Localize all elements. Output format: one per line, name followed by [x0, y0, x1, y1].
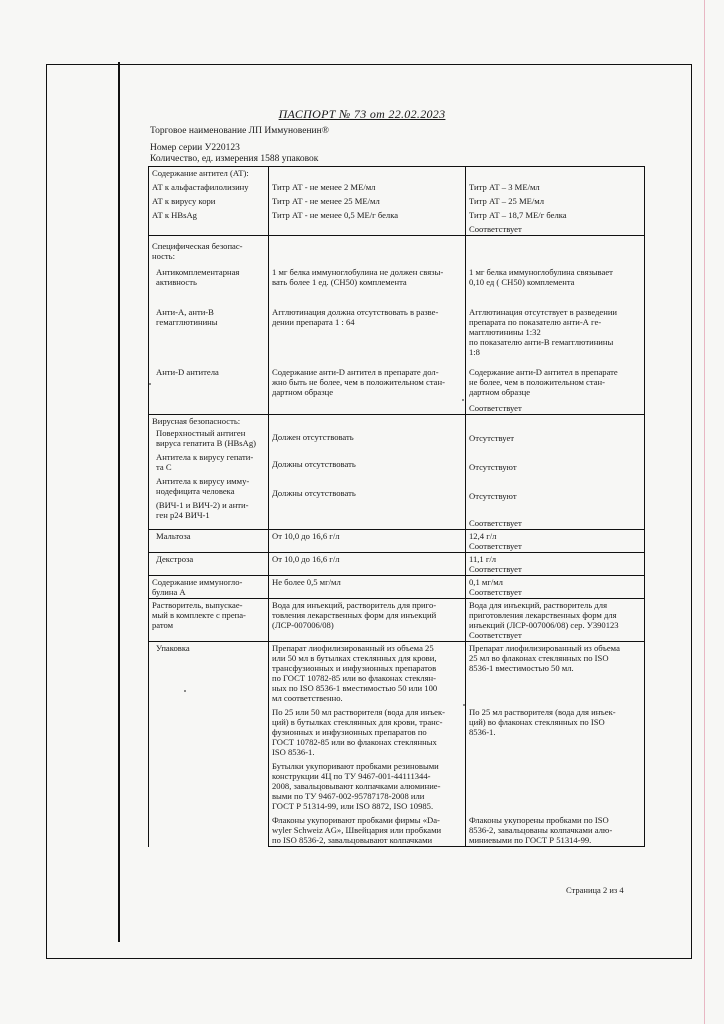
cell-text: Флаконы укупоривают пробками фирмы «Da-	[272, 815, 440, 825]
cell-text: вать более 1 ед. (CH50) комплемента	[272, 277, 407, 287]
cell-text: Должны отсутствовать	[272, 488, 356, 498]
cell-text: выми по ТУ 9467-002-95787178-2008 или	[272, 791, 425, 801]
cell-text: 1 мг белка иммуноглобулина не должен связы-	[272, 267, 444, 277]
cell-text: От 10,0 до 16,6 г/л	[272, 554, 340, 564]
cell-text: (ЛСР-007006/08)	[272, 620, 334, 630]
cell-text: По 25 мл растворителя (вода для инъек-	[469, 707, 616, 717]
cell-text: Вода для инъекций, растворитель для	[469, 600, 608, 610]
cell-text: 1 мг белка иммуноглобулина связывает	[469, 267, 613, 277]
cell-text: Титр АТ – 18,7 МЕ/г белка	[469, 210, 567, 220]
cell-text: Соответствует	[469, 224, 522, 234]
cell-text: миниевыми по ГОСТ Р 51314-99.	[469, 835, 592, 845]
cell-text: 2008, завальцовывают колпачками алюминие-	[272, 781, 441, 791]
cell-text: Антитела к вирусу имму-	[156, 476, 250, 486]
page-number: Страница 2 из 4	[566, 885, 624, 895]
cell-text: Титр АТ - не менее 25 МЕ/мл	[272, 196, 380, 206]
cell-text: 11,1 г/л	[469, 554, 497, 564]
specification-table	[148, 166, 645, 847]
cell-text: по показателю анти-В гемагглютинины	[469, 337, 614, 347]
cell-text: ГОСТ Р 51314-99, или ISO 8872, ISO 10985.	[272, 801, 434, 811]
cell-text: Препарат лиофилизированный из объема 25	[272, 643, 434, 653]
cell-text: (ВИЧ-1 и ВИЧ-2) и анти-	[156, 500, 249, 510]
cell-text: Анти-D антитела	[156, 367, 219, 377]
cell-text: 0,1 мг/мл	[469, 577, 503, 587]
cell-text: АТ к HBsAg	[152, 210, 197, 220]
cell-text: фузионных и инфузионных препаратов по	[272, 727, 427, 737]
cell-text: препарата по показателю анти-А ге-	[469, 317, 602, 327]
cell-text: активность	[156, 277, 197, 287]
cell-text: Не более 0,5 мг/мл	[272, 577, 341, 587]
binding-line	[118, 62, 120, 942]
cell-text: ных по ISO 8536-1 вместимостью 50 или 100	[272, 683, 438, 693]
cell-text: Отсутствуют	[469, 462, 517, 472]
table-row-solvent	[149, 599, 645, 642]
cell-text: ген p24 ВИЧ-1	[156, 510, 210, 520]
cell-text: Содержание анти-D антител в препарате дол-	[272, 367, 439, 377]
scan-dot	[463, 704, 465, 706]
cell-text: Должны отсутствовать	[272, 459, 356, 469]
cell-text: Вода для инъекций, растворитель для приго-	[272, 600, 437, 610]
cell-text: Соответствует	[469, 587, 522, 597]
cell-text: Мальтоза	[156, 531, 191, 541]
cell-text: 8536-1.	[469, 727, 496, 737]
cell-text: Содержание анти-D антител в препарате	[469, 367, 618, 377]
cell-text: Содержание иммуногло-	[152, 577, 243, 587]
table-row-antibodies	[149, 167, 645, 236]
cell-text: Поверхностный антиген	[156, 428, 246, 438]
cell-text: ций) в бутылках стеклянных для крови, транс-	[272, 717, 443, 727]
cell-text: По 25 или 50 мл растворителя (вода для инъек-	[272, 707, 445, 717]
scan-dot	[149, 383, 151, 385]
cell-text: Соответствует	[469, 541, 522, 551]
cell-text: приготовления лекарственных форм для	[469, 610, 617, 620]
cell-text: по ISO 8536-2, завальцовывают колпачками	[272, 835, 433, 845]
cell-text: трансфузионных и инфузионных препаратов	[272, 663, 437, 673]
trade-name: Торговое наименование ЛП Иммуновенин®	[150, 126, 329, 136]
cell-text: Соответствует	[469, 518, 522, 528]
cell-text: по ГОСТ 10782-85 или во флаконах стеклян-	[272, 673, 437, 683]
cell-text: нодефицита человека	[156, 486, 235, 496]
cell-text: 0,10 ед ( CH50) комплемента	[469, 277, 575, 287]
cell-text: или 50 мл в бутылках стеклянных для крови,	[272, 653, 437, 663]
cell-text: Антикомплементарная	[156, 267, 240, 277]
cell-text: Препарат лиофилизированный из объема	[469, 643, 620, 653]
cell-text: Антитела к вирусу гепати-	[156, 452, 254, 462]
table-row-iga	[149, 576, 645, 599]
cell-text: wyler Schweiz AG», Швейцария или пробками	[272, 825, 442, 835]
cell-text: магглютинины 1:32	[469, 327, 541, 337]
table-row-viral-safety	[149, 415, 645, 530]
cell-text: Упаковка	[156, 643, 190, 653]
cell-text: АТ к альфастафилолизину	[152, 182, 249, 192]
cell-text: ISO 8536-1.	[272, 747, 315, 757]
cell-text: Титр АТ - не менее 0,5 МЕ/г белка	[272, 210, 399, 220]
cell-text: 1:8	[469, 347, 480, 357]
cell-text: Титр АТ – 25 МЕ/мл	[469, 196, 544, 206]
cell-text: мый в комплекте с препа-	[152, 610, 246, 620]
cell-text: конструкции 4Ц по ТУ 9467-001-44111344-	[272, 771, 431, 781]
cell-text: Бутылки укупоривают пробками резиновыми	[272, 761, 439, 771]
cell-text: дартном образце	[272, 387, 334, 397]
cell-text: Титр АТ – 3 МЕ/мл	[469, 182, 540, 192]
cell-text: 25 мл во флаконах стеклянных по ISO	[469, 653, 609, 663]
cell-text: гемагглютинины	[156, 317, 218, 327]
cell-text: не более, чем в положительном стан-	[469, 377, 605, 387]
cell-text: Отсутствуют	[469, 491, 517, 501]
cell-text: ратом	[152, 620, 174, 630]
cell-text: 8536-2, завальцованы колпачками алю-	[469, 825, 613, 835]
table-row-specific-safety	[149, 236, 645, 415]
cell-text: Титр АТ - не менее 2 МЕ/мл	[272, 182, 376, 192]
cell-text: булина А	[152, 587, 186, 597]
cell-text: дении препарата 1 : 64	[272, 317, 355, 327]
cell-text: Агглютинация отсутствует в разведении	[469, 307, 618, 317]
cell-text: дартном образце	[469, 387, 531, 397]
cell-text: товления лекарственных форм для инъекций	[272, 610, 437, 620]
cell-text: Должен отсутствовать	[272, 432, 354, 442]
cell-text: Соответствует	[469, 630, 522, 640]
table-row-maltose	[149, 530, 645, 553]
cell-text: Флаконы укупорены пробками по ISO	[469, 815, 609, 825]
cell-text: 8536-1 вместимостью 50 мл.	[469, 663, 574, 673]
cell-text: Содержание антител (АТ):	[152, 168, 249, 178]
cell-text: Соответствует	[469, 403, 522, 413]
series-number: Номер серии У220123	[150, 143, 240, 153]
cell-text: ГОСТ 10782-85 или во флаконах стеклянных	[272, 737, 437, 747]
cell-text: Анти-А, анти-В	[156, 307, 214, 317]
cell-text: Специфическая безопас-	[152, 241, 243, 251]
cell-text: Соответствует	[469, 564, 522, 574]
table-row-dextrose	[149, 553, 645, 576]
cell-text: мл соответственно.	[272, 693, 343, 703]
cell-text: Растворитель, выпускае-	[152, 600, 243, 610]
cell-text: инъекций (ЛСР-007006/08) сер. У390123	[469, 620, 619, 630]
cell-text: 12,4 г/л	[469, 531, 497, 541]
cell-text: АТ к вирусу кори	[152, 196, 216, 206]
scan-dot	[184, 690, 186, 692]
page-edge-line	[704, 0, 705, 1024]
scan-dot	[462, 399, 464, 401]
cell-text: От 10,0 до 16,6 г/л	[272, 531, 340, 541]
cell-text: Отсутствует	[469, 433, 515, 443]
cell-text: ность:	[152, 251, 175, 261]
cell-text: ций) во флаконах стеклянных по ISO	[469, 717, 605, 727]
table-row-packaging	[149, 642, 645, 847]
cell-text: Вирусная безопасность:	[152, 416, 241, 426]
quantity: Количество, ед. измерения 1588 упаковок	[150, 154, 319, 164]
cell-text: Декстроза	[156, 554, 194, 564]
document-title: ПАСПОРТ № 73 от 22.02.2023	[278, 107, 446, 121]
cell-text: вируса гепатита В (HBsAg)	[156, 438, 257, 448]
cell-text: жно быть не более, чем в положительном стан-	[272, 377, 445, 387]
cell-text: та С	[156, 462, 172, 472]
cell-text: Агглютинация должна отсутствовать в разве-	[272, 307, 439, 317]
